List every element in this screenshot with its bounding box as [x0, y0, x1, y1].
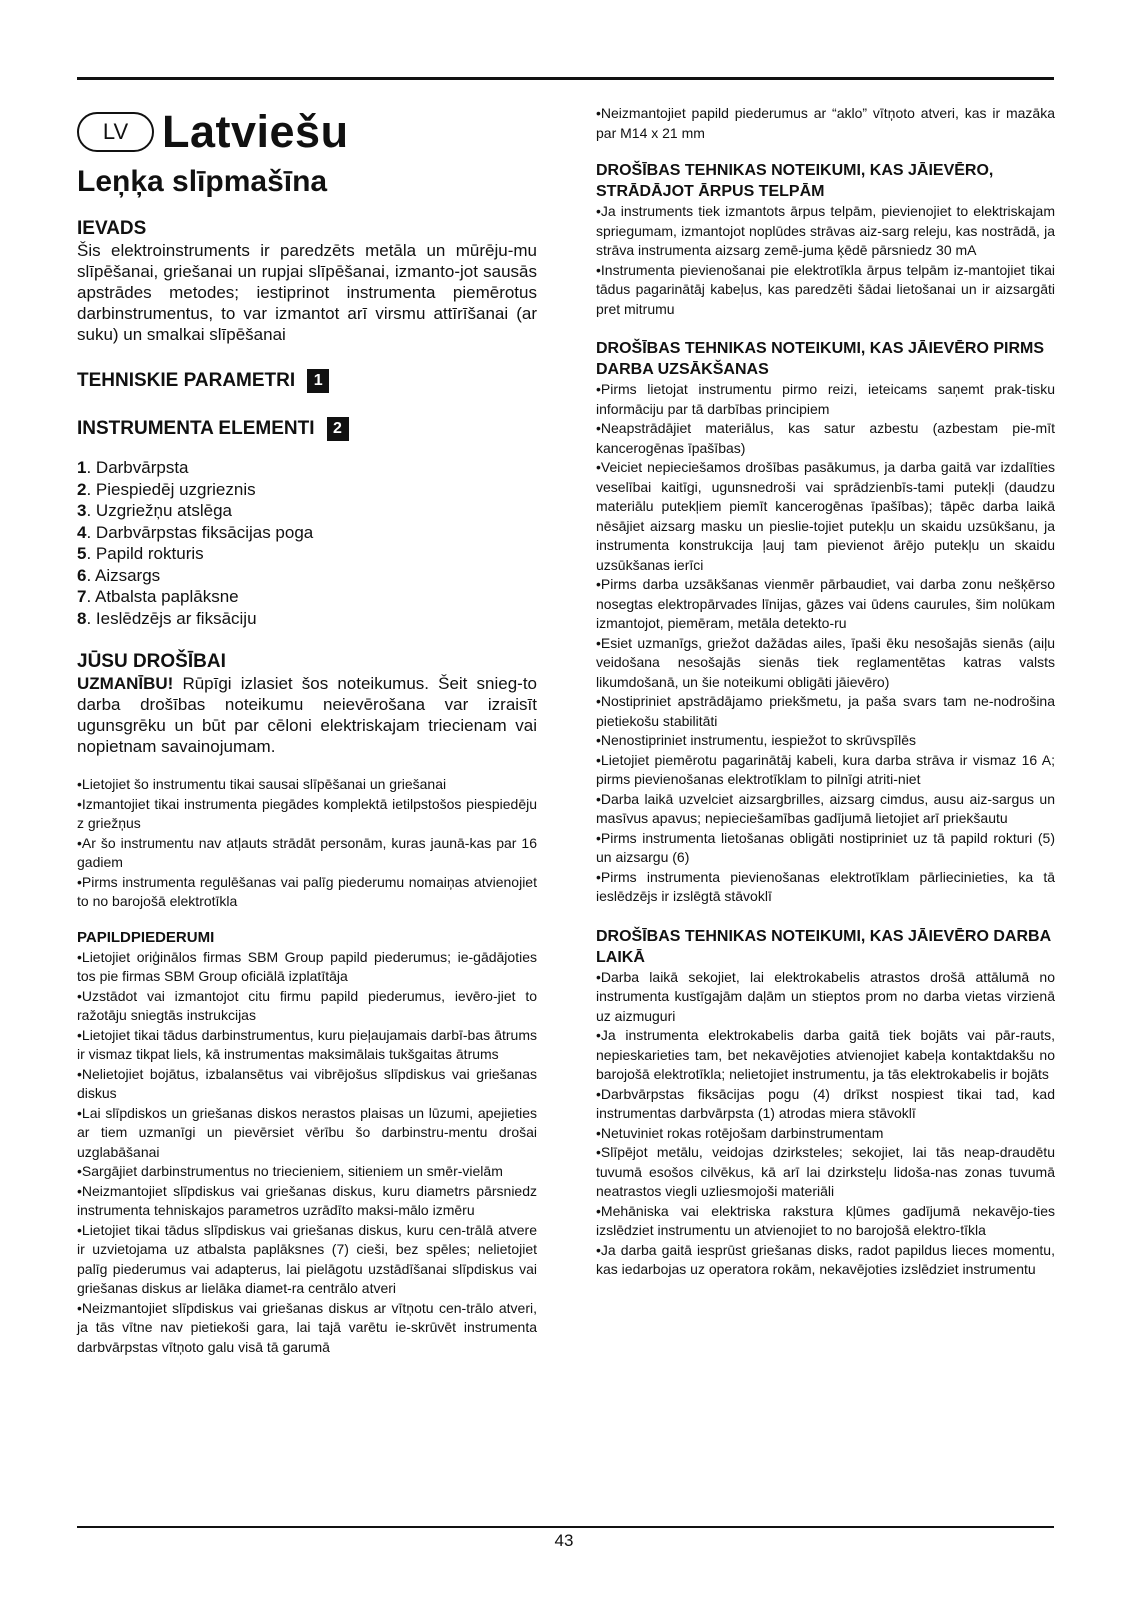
bullet-item: •Lietojiet šo instrumentu tikai sausai slīpēšanai un griešanai: [77, 776, 447, 792]
bullet-item: •Pirms instrumenta lietošanas obligāti nostipriniet uz tā papild rokturi (5) un aizsargu (6): [596, 829, 1055, 865]
element-label: . Aizsargs: [86, 565, 161, 585]
element-list-item: [77, 565, 537, 587]
element-list-item: [77, 608, 537, 630]
bullet-item: •Mehāniska vai elektriska rakstura kļūmes gadījumā nekavējo-ties izslēdziet instrumentu un atvienojiet to no barojošā elektro-tīkla: [596, 1202, 1055, 1238]
language-header: [77, 104, 537, 160]
bullet-item: •Pirms instrumenta regulēšanas vai palīg piederumu nomaiņas atvienojiet to no barojošā elektrotīkla: [77, 873, 537, 909]
bullet-item: •Pirms darba uzsākšanas vienmēr pārbaudiet, vai darba zonu nešķērso nosegtas elektropārvades līnijas, gāzes vai ūdens caurules, šim nolūkam izmantojot, piemēram, metāla detekto-ru: [596, 576, 1055, 631]
bullet-item: •Lietojiet piemērotu pagarinātāj kabeli, kura darba strāva ir vismaz 16 A; pirms pievienošanas elektrotīklam to pilnīgi atriti-niet: [596, 751, 1055, 787]
bullet-item: •Darba laikā sekojiet, lai elektrokabelis atrastos drošā attālumā no instrumenta kustīgajām daļām un stieptos prom no darba vietas virzienā uz aizmuguri: [596, 968, 1055, 1024]
ievads-text: Šis elektroinstruments ir paredzēts metāla un mūrēju-mu slīpēšanai, griešanai un rupjai slīpēšanai, izmanto-jot sausās apstrādes metodes; iestiprinot instrumenta piemērotus darbinstrumentus, to var izmantot arī virsmu attīrīšanai (ar suku) un smalkai slīpēšanai: [77, 241, 537, 344]
elements-list: [77, 457, 537, 629]
bullet-item: •Sargājiet darbinstrumentus no triecieniem, sitieniem un smēr-vielām: [77, 1163, 503, 1179]
warning-text: Rūpīgi izlasiet šos noteikumus. Šeit snieg-to darba drošības noteikumu neievērošana var izraisīt ugunsgrēku un būt par cēloni elektriskajam triecienam vai nopietnam savainojumam.: [77, 674, 537, 756]
top-rule: [77, 77, 1054, 80]
element-label: . Darbvārpstas fiksācijas poga: [86, 522, 314, 542]
language-title: Latviešu: [162, 106, 349, 157]
safety-list: [77, 775, 537, 912]
outdoor-list: [596, 202, 1055, 319]
bullet-item: •Uzstādot vai izmantojot citu firmu papild piederumus, ievēro-jiet to ražotāju sniegtās instrukcijas: [77, 987, 537, 1023]
page-number: 43: [554, 1531, 574, 1550]
right-top-list: [596, 104, 1055, 143]
bullet-item: •Nostipriniet apstrādājamo priekšmetu, ja paša svars tam ne-nodrošina pietiekošu stabilitāti: [596, 693, 1055, 729]
bullet-item: •Pirms instrumenta pievienošanas elektrotīklam pārliecinieties, ka tā ieslēdzējs ir izslēgtā stāvoklī: [596, 868, 1055, 904]
accessories-heading: PAPILDPIEDERUMI: [77, 928, 215, 946]
element-number: 3: [77, 501, 87, 520]
bottom-rule: [77, 1526, 1054, 1528]
bullet-item: •Lietojiet tikai tādus darbinstrumentus, kuru pieļaujamais darbī-bas ātrums ir vismaz tikpat liels, kā instrumentas maksimālais tukšgaitas ātrums: [77, 1026, 537, 1062]
bullet-item: •Izmantojiet tikai instrumenta piegādes komplektā ietilpstošos piespiedēju z griežņus: [77, 795, 537, 831]
bullet-item: •Neapstrādājiet materiālus, kas satur azbestu (azbestam pie-mīt kancerogēnas īpašības): [596, 420, 1055, 456]
bullet-item: •Lietojiet tikai tādus slīpdiskus vai griešanas diskus, kuru cen-trālā atvere ir uzvietojama uz atbalsta paplāksnes (7) cieši, bez spēles; nelietojiet palīg piederumus vai adapterus, lai pielāgotu uzstādīšanai slīpdiskus vai griešanas diskus ar lielāka diamet-ra centrālo atveri: [77, 1221, 537, 1296]
tech-params-label: TEHNISKIE PARAMETRI: [77, 370, 296, 391]
during-work-heading: DROŠĪBAS TEHNIKAS NOTEIKUMI, KAS JĀIEVĒRO DARBA LAIKĀ: [596, 927, 1051, 966]
bullet-item: •Neizmantojiet papild piederumus ar “aklo” vītņoto atveri, kas ir mazāka par M14 x 21 mm: [596, 105, 1055, 141]
bullet-item: •Neizmantojiet slīpdiskus vai griešanas diskus ar vītņotu cen-trālo atveri, ja tās vītne nav pietiekoši gara, lai tajā varētu ie-skrūvēt instrumenta darbvārpstas vītņoto galu visā tā garumā: [77, 1299, 537, 1355]
elements-label: INSTRUMENTA ELEMENTI: [77, 418, 315, 439]
warning-label: UZMANĪBU!: [77, 674, 174, 693]
bullet-item: •Nenostipriniet instrumentu, iespiežot to skrūvspīlēs: [596, 732, 917, 748]
bullet-item: •Darba laikā uzvelciet aizsargbrilles, aizsarg cimdus, ausu aiz-sargus un masīvus apavus; nepieciešamības gadījumā lietojiet arī priekšautu: [596, 790, 1055, 826]
element-list-item: [77, 457, 537, 479]
element-label: . Darbvārpsta: [86, 458, 189, 477]
element-list-item: [77, 543, 537, 565]
left-column: [77, 104, 537, 1357]
element-list-item: [77, 522, 537, 544]
bullet-item: •Instrumenta pievienošanai pie elektrotīkla ārpus telpām iz-mantojiet tikai tādus pagarinātāj kabeļus, kas paredzēti šādai lietošanai un ir aizsargāti pret mitrumu: [596, 261, 1055, 317]
element-label: . Uzgriežņu atslēga: [86, 501, 232, 520]
product-title: Leņķa slīpmašīna: [77, 165, 328, 198]
bullet-item: •Lietojiet oriģinālos firmas SBM Group papild piederumus; ie-gādājoties tos pie firmas SBM Group oficiālā izplatītāja: [77, 948, 537, 984]
outdoor-heading: DROŠĪBAS TEHNIKAS NOTEIKUMI, KAS JĀIEVĒRO, STRĀDĀJOT ĀRPUS TELPĀM: [596, 162, 994, 200]
element-number: 5: [77, 544, 87, 563]
bullet-item: •Veiciet nepieciešamos drošības pasākumus, ja darba gaitā var izdalīties veselībai kaitīgi, ugunsnedroši vai sprādzienbīs-tami putekļi (daudzu materiālu putekļiem piemīt kancerogēnas īpašības); tāpēc darba laikā nēsājiet aizsarg masku un pieslie-tojiet putekļu un skaidu uzsūkšanu, ja instrumenta konstrukcija ļauj tam pievienot ārējo putekļu un skaidu uzsūkšanas ierīci: [596, 459, 1055, 573]
right-column: [596, 104, 1055, 1280]
element-number: 2: [77, 479, 87, 499]
bullet-item: •Ar šo instrumentu nav atļauts strādāt personām, kuras jaunā-kas par 16 gadiem: [77, 834, 537, 870]
element-list-item: [77, 479, 537, 501]
bullet-item: •Ja instrumenta elektrokabelis darba gaitā tiek bojāts vai pār-rauts, nepieskarieties tam, bet nekavējoties atvienojiet kabeļa kontaktdakšu no barojošā elektrotīkla; nelietojiet instrumentu, ja tās elektrokabelis ir bojāts: [596, 1027, 1055, 1082]
element-number: 6: [77, 565, 87, 585]
bullet-item: •Pirms lietojat instrumentu pirmo reizi, ieteicams saņemt prak-tisku informāciju par tā darbības principiem: [596, 381, 1055, 417]
tech-params-heading: [77, 369, 537, 393]
accessories-list: [77, 948, 537, 1358]
element-number: 4: [77, 522, 87, 542]
language-code-badge: LV: [77, 112, 154, 152]
bullet-item: •Neizmantojiet slīpdiskus vai griešanas diskus, kuru diametrs pārsniedz instrumenta tehniskajos parametros uzrādīto maksi-mālo izmēru: [77, 1182, 537, 1218]
bullet-item: •Esiet uzmanīgs, griežot dažādas ailes, īpaši ēku nesošajās sienās (aiļu veidošana nesošajās sienās tiek reglamentētas katras valsts likumdošanā, un šie noteikumi obligāti jāievēro): [596, 634, 1055, 690]
bullet-item: •Darbvārpstas fiksācijas pogu (4) drīkst nospiest tikai tad, kad instrumentas darbvārpsta (1) atrodas miera stāvoklī: [596, 1085, 1055, 1121]
bullet-item: •Slīpējot metālu, veidojas dzirksteles; sekojiet, lai tās neap-draudētu tuvumā esošos cilvēkus, kā arī lai dzirksteļu lidoša-nas zonas tuvumā neatrastos viegli uzliesmojoši materiāli: [596, 1144, 1055, 1199]
during-work-list: [596, 968, 1055, 1280]
before-work-heading: DROŠĪBAS TEHNIKAS NOTEIKUMI, KAS JĀIEVĒRO PIRMS DARBA UZSĀKŠANAS: [596, 340, 1045, 378]
before-work-list: [596, 380, 1055, 907]
element-list-item: [77, 586, 537, 608]
bullet-item: •Nelietojiet bojātus, izbalansētus vai vibrējošus slīpdiskus vai griešanas diskus: [77, 1065, 537, 1101]
element-label: . Papild rokturis: [86, 544, 204, 563]
element-number: 1: [77, 458, 87, 477]
element-label: . Atbalsta paplāksne: [86, 587, 239, 606]
elements-heading: [77, 417, 537, 441]
element-label: . Piespiedēj uzgrieznis: [86, 479, 256, 499]
bullet-item: •Lai slīpdiskos un griešanas diskos nerastos plaisas un lūzumi, apejieties ar tiem uzmanīgi un pievērsiet vērību šo darbinstru-mentu drošai uzglabāšanai: [77, 1104, 537, 1160]
element-label: . Ieslēdzējs ar fiksāciju: [86, 608, 257, 628]
figure-ref-badge: 1: [307, 369, 329, 393]
bullet-item: •Ja darba gaitā iesprūst griešanas disks, radot papildus lieces momentu, kas iedarbojas uz operatora rokām, nekavējoties izslēdziet instrumentu: [596, 1241, 1055, 1277]
bullet-item: •Ja instruments tiek izmantots ārpus telpām, pievienojiet to elektriskajam spriegumam, izmantojot noplūdes strāvas aiz-sarg releju, kas nostrādā, ja strāva instrumenta aizsarg zemē-juma ķēdē pārsniedz 30 mA: [596, 203, 1055, 258]
element-number: 8: [77, 608, 87, 628]
element-list-item: [77, 500, 537, 522]
safety-warning: [77, 673, 537, 757]
bullet-item: •Netuviniet rokas rotējošam darbinstrumentam: [596, 1124, 884, 1141]
figure-ref-badge: 2: [327, 417, 349, 441]
ievads-heading: IEVADS: [77, 218, 147, 239]
element-number: 7: [77, 587, 87, 606]
safety-heading: JŪSU DROŠĪBAI: [77, 651, 226, 672]
